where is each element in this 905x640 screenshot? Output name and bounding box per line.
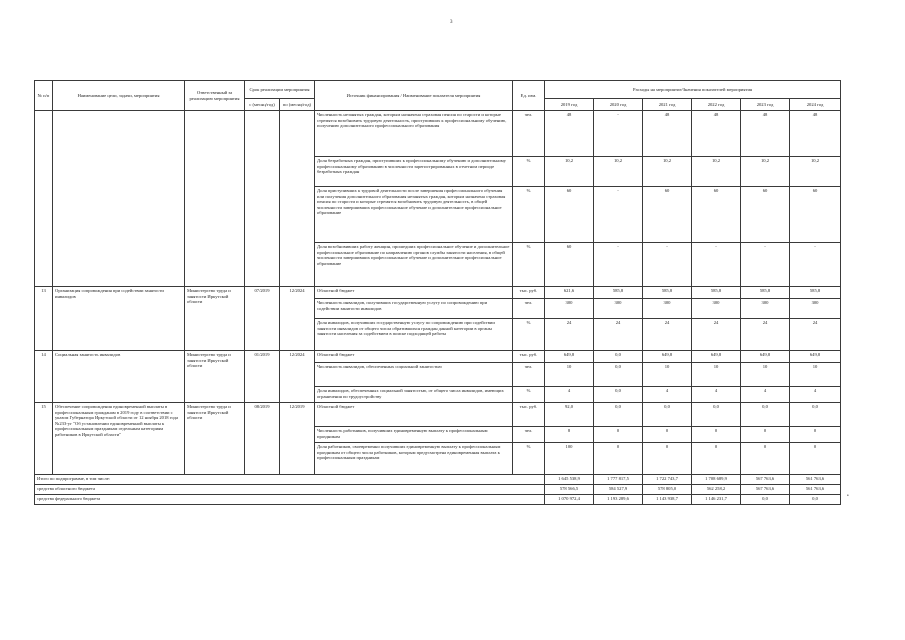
row-value: 649,8: [692, 351, 741, 363]
row-value: 585,8: [741, 287, 790, 299]
row-term-from: [245, 111, 280, 287]
row-value: 585,8: [594, 287, 643, 299]
row-value: 48: [545, 111, 594, 157]
row-source: Доля инвалидов, получивших государственную услугу по сопровождению при содействии занятости инвалидов от общего числа обратившихся граждан данной категории в органы занятости населения за содействием в поиске подходящей работы: [315, 319, 513, 351]
row-unit: тыс. руб.: [513, 287, 545, 299]
totals-label: средства областного бюджета: [35, 485, 545, 495]
row-term-to: 12/2024: [280, 351, 315, 403]
row-value: -: [594, 187, 643, 243]
row-value: 0,0: [594, 387, 643, 403]
row-value: 48: [741, 111, 790, 157]
header-year: 2022 год: [692, 99, 741, 111]
row-value: 10: [741, 363, 790, 387]
row-source: Доля работников, своевременно получивших единовременную выплату к профессиональным праздникам от общего числа работников, которым предусмотрена единовременная выплата к профессиональным праздникам: [315, 443, 513, 475]
row-value: 0: [741, 443, 790, 475]
row-value: 300: [643, 299, 692, 319]
row-executor: Министерство труда и занятости Иркутской области: [185, 287, 245, 351]
row-value: 60: [545, 187, 594, 243]
row-value: 100: [545, 443, 594, 475]
row-value: 8: [545, 427, 594, 443]
totals-row: [35, 485, 841, 495]
row-value: 24: [594, 319, 643, 351]
row-term-to: 12/2024: [280, 287, 315, 351]
totals-value: 0,0: [741, 495, 790, 505]
row-source: Доля возобновивших работу женщин, прошедших профессиональное обучение и дополнительное профессиональное образование по направлению органов службы занятости населения, в общей численности завершивших профессиональное обучение и дополнительное профессиональное образование: [315, 243, 513, 287]
row-source: Доля инвалидов, обеспеченных социальной занятостью, от общего числа инвалидов, имеющих ограничения по трудоустройству: [315, 387, 513, 403]
row-value: 0: [790, 443, 841, 475]
totals-value: 1 708 689,9: [692, 475, 741, 485]
totals-value: 562 258,2: [692, 485, 741, 495]
header-year: 2021 год: [643, 99, 692, 111]
row-value: 48: [643, 111, 692, 157]
row-source: Областной бюджет: [315, 351, 513, 363]
row-value: 300: [741, 299, 790, 319]
row-name: [53, 111, 185, 287]
row-executor: Министерство труда и занятости Иркутской области: [185, 403, 245, 475]
row-source: Численность инвалидов, обеспеченных социальной занятостью: [315, 363, 513, 387]
row-source: Численность инвалидов, получивших государственную услугу по сопровождению при содействии занятости инвалидов: [315, 299, 513, 319]
row-term-from: 01/2019: [245, 351, 280, 403]
row-value: 4: [741, 387, 790, 403]
row-value: 649,8: [790, 351, 841, 363]
totals-value: 1 070 972,4: [545, 495, 594, 505]
row-unit: %: [513, 387, 545, 403]
row-term-from: 07/2019: [245, 287, 280, 351]
row-value: 60: [643, 187, 692, 243]
row-value: 0,0: [594, 403, 643, 427]
row-value: 4: [643, 387, 692, 403]
header-expenses: Расходы на мероприятие/Значения показателей мероприятия: [545, 81, 841, 99]
row-value: 92,0: [545, 403, 594, 427]
header-num: № п/п: [35, 81, 53, 111]
totals-value: 1 193 289,6: [594, 495, 643, 505]
row-value: 300: [692, 299, 741, 319]
row-num: [35, 111, 53, 287]
totals-value: 1 146 231,7: [692, 495, 741, 505]
row-value: 10,2: [790, 157, 841, 187]
row-value: 585,8: [692, 287, 741, 299]
header-year: 2023 год: [741, 99, 790, 111]
row-unit: тыс. руб.: [513, 403, 545, 427]
row-term-to: [280, 111, 315, 287]
row-value: 0: [594, 427, 643, 443]
row-source: Областной бюджет: [315, 403, 513, 427]
header-term-to: по (месяц/год): [280, 99, 315, 111]
row-value: 10,2: [741, 157, 790, 187]
totals-value: 584 527,9: [594, 485, 643, 495]
row-value: 10: [692, 363, 741, 387]
table-row: [35, 403, 841, 427]
row-source: Доля приступивших к трудовой деятельности после завершения профессионального обучения или получения дополнительного образования незанятых граждан, которым назначена страховая пенсия по старости и которые стремятся возобновить трудовую деятельность, в общей численности завершивших профессиональное обучение и дополнительное профессиональное образование: [315, 187, 513, 243]
row-term-to: 12/2019: [280, 403, 315, 475]
row-value: 649,8: [643, 351, 692, 363]
header-year: 2024 год: [790, 99, 841, 111]
row-value: 0: [643, 427, 692, 443]
header-year: 2019 год: [545, 99, 594, 111]
totals-value: 0,0: [790, 495, 841, 505]
row-value: 585,8: [790, 287, 841, 299]
totals-value: 561 763,6: [790, 475, 841, 485]
row-value: 0: [692, 443, 741, 475]
row-source: Областной бюджет: [315, 287, 513, 299]
row-unit: чел.: [513, 427, 545, 443]
row-value: 0: [741, 427, 790, 443]
totals-value: 1 645 538,9: [545, 475, 594, 485]
row-unit: %: [513, 187, 545, 243]
row-value: -: [594, 243, 643, 287]
page-mark: •: [847, 494, 849, 499]
row-unit: тыс. руб.: [513, 351, 545, 363]
row-value: 24: [643, 319, 692, 351]
row-value: 10,2: [692, 157, 741, 187]
row-unit: %: [513, 243, 545, 287]
row-value: 60: [741, 187, 790, 243]
row-value: -: [692, 243, 741, 287]
row-value: 4: [790, 387, 841, 403]
row-name: Организация сопровождения при содействии занятости инвалидов: [53, 287, 185, 351]
row-value: 24: [545, 319, 594, 351]
row-value: 10,2: [643, 157, 692, 187]
totals-value: 561 763,6: [790, 485, 841, 495]
row-value: 10: [790, 363, 841, 387]
row-value: -: [594, 111, 643, 157]
row-num: 13: [35, 287, 53, 351]
row-value: 649,8: [545, 351, 594, 363]
row-value: 0,0: [741, 403, 790, 427]
row-source: Доля безработных граждан, приступивших к профессиональному обучению и дополнительному профессиональному образованию в численности зарегистрированных в отчетном периоде безработных граждан: [315, 157, 513, 187]
row-unit: %: [513, 443, 545, 475]
totals-value: 1 143 938,7: [643, 495, 692, 505]
row-value: 4: [692, 387, 741, 403]
row-value: 10,2: [545, 157, 594, 187]
totals-value: 567 763,6: [741, 485, 790, 495]
totals-value: 567 763,6: [741, 475, 790, 485]
header-term-from: с (месяц/год): [245, 99, 280, 111]
row-value: 48: [790, 111, 841, 157]
row-unit: %: [513, 157, 545, 187]
header-source: Источник финансирования / Наименование показателя мероприятия: [315, 81, 513, 111]
row-value: 24: [790, 319, 841, 351]
row-value: 0,0: [594, 351, 643, 363]
totals-label: Итого по подпрограмме, в том числе:: [35, 475, 545, 485]
row-unit: чел.: [513, 111, 545, 157]
row-value: 48: [692, 111, 741, 157]
row-name: Обеспечение сопровождения единовременной выплаты в профессиональным гражданам в 2019 году в соответствии с указом Губернатора Иркутской области от 12 ноября 2018 года №233-уг "Об установлении единовременной выплаты к профессиональным праздникам отдельным категориям работников в Иркутской области": [53, 403, 185, 475]
totals-row: [35, 495, 841, 505]
page-number: 3: [450, 20, 453, 25]
row-value: 0: [643, 443, 692, 475]
row-value: 0,0: [643, 403, 692, 427]
row-unit: чел.: [513, 363, 545, 387]
row-value: 0,0: [692, 403, 741, 427]
row-value: 10,2: [594, 157, 643, 187]
row-value: 300: [594, 299, 643, 319]
row-value: 10: [545, 363, 594, 387]
row-value: -: [643, 243, 692, 287]
row-value: 0: [790, 427, 841, 443]
row-value: 0: [692, 427, 741, 443]
row-value: 585,8: [643, 287, 692, 299]
totals-value: 1 777 817,5: [594, 475, 643, 485]
row-unit: чел.: [513, 299, 545, 319]
header-executor: Ответственный за реализацию мероприятия: [185, 81, 245, 111]
totals-value: 578 566,5: [545, 485, 594, 495]
row-num: 15: [35, 403, 53, 475]
row-value: 0: [594, 443, 643, 475]
header-year: 2020 год: [594, 99, 643, 111]
row-value: -: [741, 243, 790, 287]
row-value: 4: [545, 387, 594, 403]
row-value: -: [790, 243, 841, 287]
totals-label: средства федерального бюджета: [35, 495, 545, 505]
row-value: 60: [692, 187, 741, 243]
totals-value: 1 722 743,7: [643, 475, 692, 485]
row-value: 24: [692, 319, 741, 351]
table-row: [35, 351, 841, 363]
row-num: 14: [35, 351, 53, 403]
header-name: Наименование цели, задачи, мероприятия: [53, 81, 185, 111]
row-value: 0,0: [594, 363, 643, 387]
program-table: [34, 80, 841, 505]
row-value: 0,0: [790, 403, 841, 427]
row-name: Социальная занятость инвалидов: [53, 351, 185, 403]
row-value: 10: [643, 363, 692, 387]
header-unit: Ед. изм.: [513, 81, 545, 111]
table-row: [35, 111, 841, 157]
row-value: 60: [790, 187, 841, 243]
row-value: 60: [545, 243, 594, 287]
table-body: [35, 111, 841, 505]
row-term-from: 08/2019: [245, 403, 280, 475]
table-header: [35, 81, 841, 111]
row-executor: [185, 111, 245, 287]
row-value: 24: [741, 319, 790, 351]
row-value: 300: [545, 299, 594, 319]
totals-value: 578 805,0: [643, 485, 692, 495]
row-value: 300: [790, 299, 841, 319]
totals-row: [35, 475, 841, 485]
row-value: 621,6: [545, 287, 594, 299]
table-row: [35, 287, 841, 299]
row-source: Численность работников, получивших единовременную выплату к профессиональным праздникам: [315, 427, 513, 443]
row-executor: Министерство труда и занятости Иркутской области: [185, 351, 245, 403]
row-unit: %: [513, 319, 545, 351]
header-term: Срок реализации мероприятия: [245, 81, 315, 99]
row-source: Численность незанятых граждан, которым назначена страховая пенсия по старости и которые стремятся возобновить трудовую деятельность, приступивших к профессиональному обучению, получению дополнительного профессионального образования: [315, 111, 513, 157]
row-value: 649,8: [741, 351, 790, 363]
